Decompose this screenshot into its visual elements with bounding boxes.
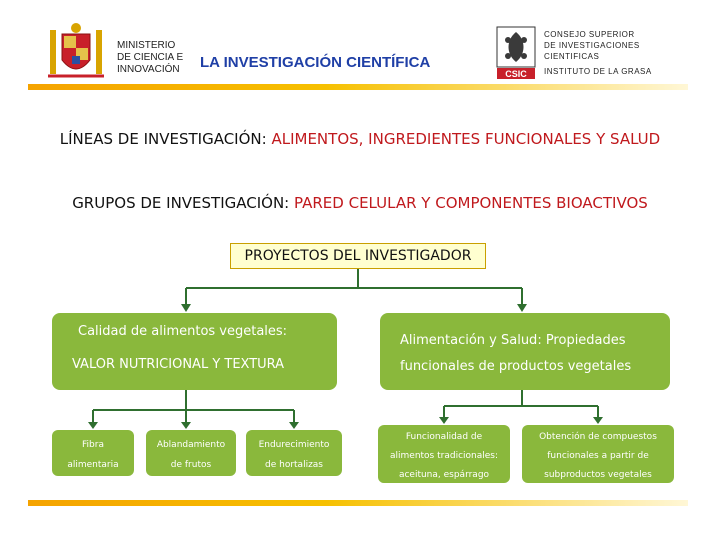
subtopic-line-2: de hortalizas bbox=[265, 460, 323, 470]
subtopic-fruit-softening bbox=[146, 430, 236, 476]
branch-food-quality-line-2: VALOR NUTRICIONAL Y TEXTURA bbox=[72, 357, 285, 372]
subtopic-compound-extraction bbox=[522, 425, 674, 483]
branch-food-quality bbox=[52, 313, 337, 390]
ministry-line-3: INNOVACIÓN bbox=[117, 64, 180, 75]
research-lines-label: LÍNEAS DE INVESTIGACIÓN: bbox=[59, 130, 267, 148]
branch-food-health-line-2: funcionales de productos vegetales bbox=[400, 359, 632, 374]
research-groups-value: PARED CELULAR Y COMPONENTES BIOACTIVOS bbox=[294, 194, 648, 212]
subtopic-traditional-foods bbox=[378, 425, 510, 483]
institute-name: INSTITUTO DE LA GRASA bbox=[544, 67, 652, 76]
research-groups-label: GRUPOS DE INVESTIGACIÓN: bbox=[72, 194, 290, 212]
subtopic-line-1: Funcionalidad de bbox=[405, 432, 483, 442]
subtopic-line-1: Ablandamiento bbox=[156, 440, 226, 450]
subtopic-dietary-fiber bbox=[52, 430, 134, 476]
subtopic-line-3: aceituna, espárrago bbox=[398, 470, 490, 480]
projects-box: PROYECTOS DEL INVESTIGADOR bbox=[230, 243, 486, 269]
csic-line-1: CONSEJO SUPERIOR bbox=[544, 30, 635, 39]
subtopic-line-3: subproductos vegetales bbox=[544, 470, 652, 480]
csic-line-3: CIENTIFICAS bbox=[544, 52, 600, 61]
subtopic-line-1: Fibra bbox=[82, 440, 104, 450]
subtopic-line-2: alimentos tradicionales: bbox=[390, 451, 498, 461]
subtopic-line-2: de frutos bbox=[170, 460, 212, 470]
research-lines-value: ALIMENTOS, INGREDIENTES FUNCIONALES Y SALUD bbox=[271, 130, 661, 148]
branch-food-quality-line-1: Calidad de alimentos vegetales: bbox=[78, 324, 288, 339]
footer-divider bbox=[28, 500, 688, 506]
branch-food-health-line-1: Alimentación y Salud: Propiedades bbox=[400, 333, 626, 348]
branch-food-health bbox=[380, 313, 670, 390]
csic-logo-text: CSIC bbox=[505, 69, 527, 79]
subtopic-line-1: Obtención de compuestos bbox=[539, 432, 657, 442]
ministry-line-1: MINISTERIO bbox=[117, 40, 176, 51]
subtopic-line-2: funcionales a partir de bbox=[547, 451, 649, 461]
csic-line-2: DE INVESTIGACIONES bbox=[544, 41, 640, 50]
ministry-line-2: DE CIENCIA E bbox=[117, 52, 184, 63]
page-title: LA INVESTIGACIÓN CIENTÍFICA bbox=[200, 54, 431, 71]
subtopic-line-2: alimentaria bbox=[67, 460, 119, 470]
subtopic-line-1: Endurecimiento bbox=[258, 440, 330, 450]
subtopic-vegetable-hardening bbox=[246, 430, 342, 476]
